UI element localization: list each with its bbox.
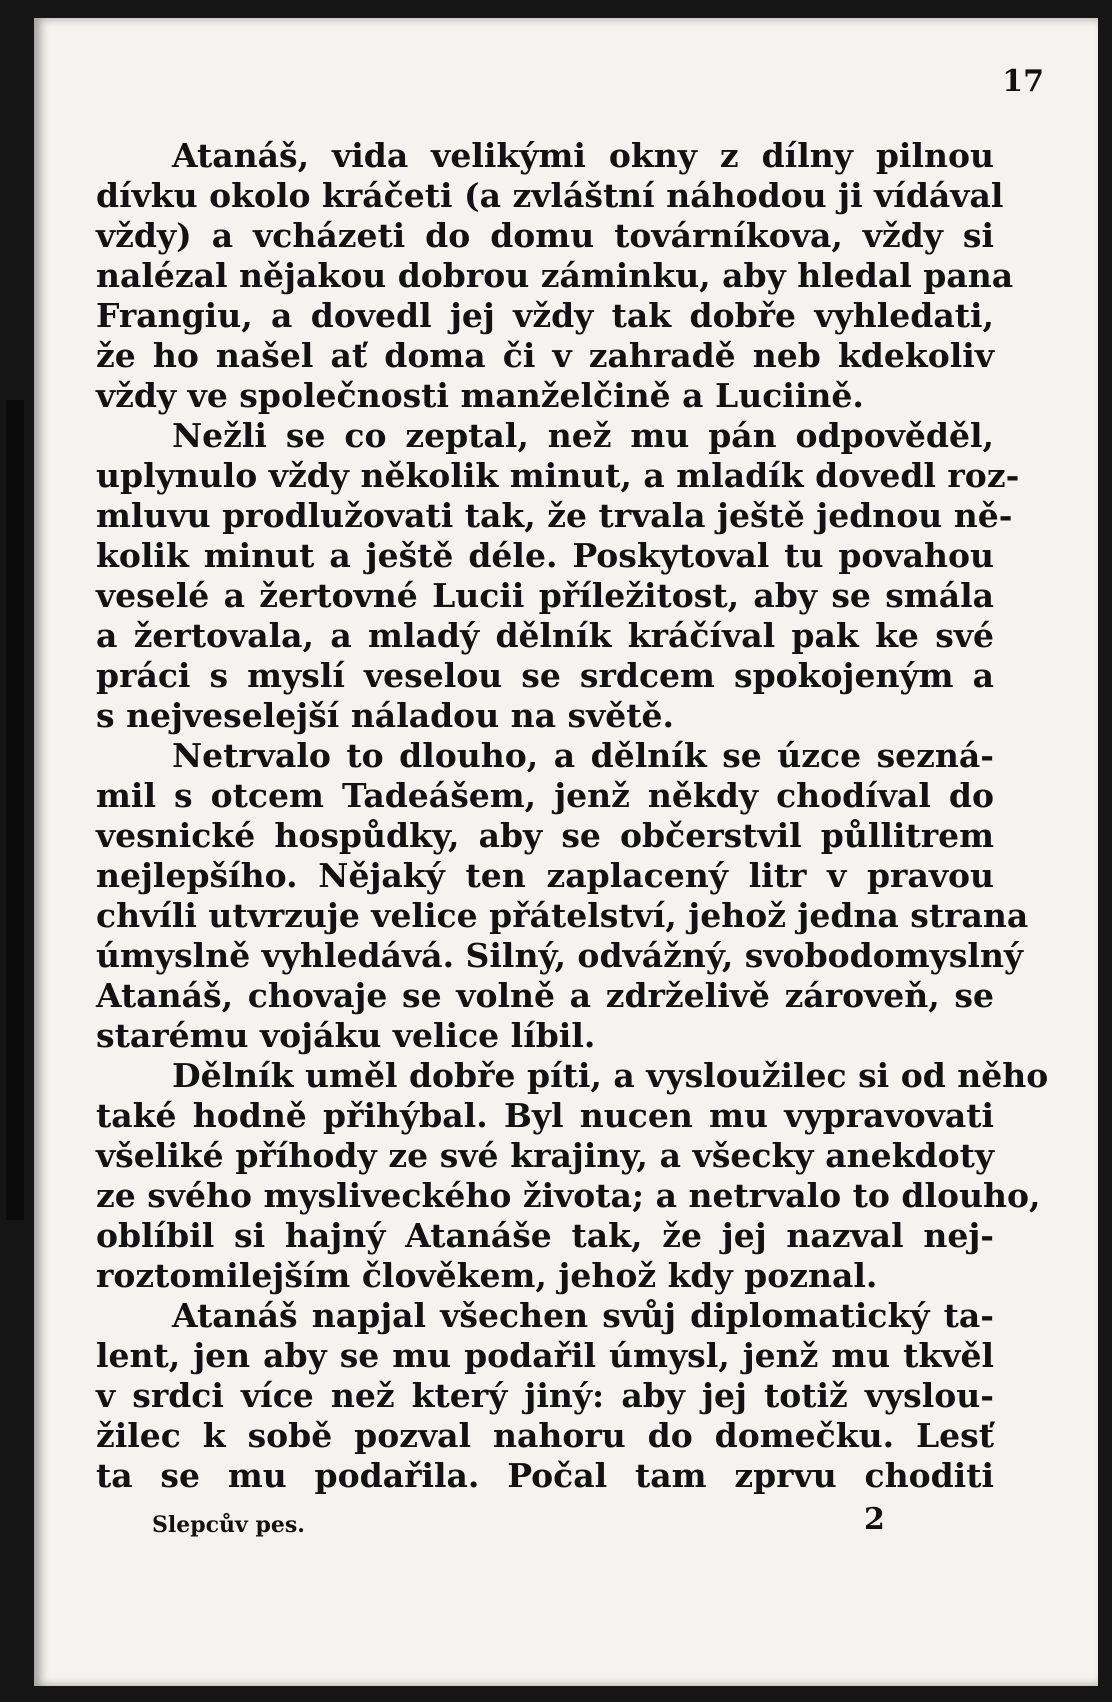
- text-line: Atanáš, chovaje se volně a zdrželivě zároveň, se: [96, 976, 994, 1015]
- text-line: že ho našel ať doma či v zahradě neb kdekoliv: [96, 336, 994, 375]
- text-line: s nejveselejší náladou na světě.: [96, 696, 675, 735]
- text-line: vždy ve společnosti manželčině a Luciině.: [96, 376, 864, 415]
- text-line: mil s otcem Tadeášem, jenž někdy chodíval do: [96, 776, 994, 815]
- text-line: starému vojáku velice líbil.: [96, 1016, 596, 1055]
- text-line: kolik minut a ještě déle. Poskytoval tu povahou: [96, 536, 994, 575]
- text-line: veselé a žertovné Lucii příležitost, aby se smála: [96, 576, 994, 615]
- text-line: Atanáš napjal všechen svůj diplomatický ta-: [172, 1296, 994, 1335]
- text-line: Nežli se co zeptal, než mu pán odpověděl,: [172, 416, 994, 455]
- text-line: Dělník uměl dobře píti, a vysloužilec si od něho: [172, 1056, 1049, 1095]
- text-line: roztomilejším člověkem, jehož kdy poznal.: [96, 1256, 878, 1295]
- text-line: chvíli utvrzuje velice přátelství, jehož jedna strana: [96, 896, 1029, 935]
- text-line: práci s myslí veselou se srdcem spokojeným a: [96, 656, 994, 695]
- text-line: dívku okolo kráčeti (a zvláštní náhodou ji vídával: [96, 176, 1004, 215]
- text-line: a žertovala, a mladý dělník kráčíval pak ke své: [96, 616, 994, 655]
- footer-sheet-number: 2: [864, 1502, 885, 1537]
- text-line: uplynulo vždy několik minut, a mladík dovedl roz-: [96, 456, 1020, 495]
- text-line: oblíbil si hajný Atanáše tak, že jej nazval nej-: [96, 1216, 994, 1255]
- text-line: v srdci více než který jiný: aby jej totiž vyslou-: [96, 1376, 994, 1415]
- text-line: Frangiu, a dovedl jej vždy tak dobře vyhledati,: [96, 296, 994, 335]
- footer-signature: Slepcův pes.: [152, 1512, 305, 1538]
- text-line: lent, jen aby se mu podařil úmysl, jenž mu tkvěl: [96, 1336, 994, 1375]
- text-line: Netrvalo to dlouho, a dělník se úzce sezná-: [172, 736, 994, 775]
- text-line: ta se mu podařila. Počal tam zprvu choditi: [96, 1456, 994, 1495]
- text-line: všeliké příhody ze své krajiny, a všecky anekdoty: [96, 1136, 994, 1175]
- binding-shadow: [6, 400, 24, 1220]
- text-line: nejlepšího. Nějaký ten zaplacený litr v pravou: [96, 856, 994, 895]
- text-line: nalézal nějakou dobrou záminku, aby hledal pana: [96, 256, 1014, 295]
- text-line: vesnické hospůdky, aby se občerstvil půllitrem: [96, 816, 994, 855]
- book-page: [34, 18, 1098, 1686]
- text-line: Atanáš, vida velikými okny z dílny pilnou: [172, 136, 994, 175]
- body-text: [96, 136, 1049, 1496]
- text-line: úmyslně vyhledává. Silný, odvážný, svobodomyslný: [96, 936, 1024, 975]
- text-line: vždy) a vcházeti do domu továrníkova, vždy si: [96, 216, 994, 255]
- text-line: žilec k sobě pozval nahoru do domečku. Lesť: [96, 1416, 994, 1455]
- text-line: mluvu prodlužovati tak, že trvala ještě jednou ně-: [96, 496, 1013, 535]
- page-number: 17: [1002, 64, 1044, 99]
- text-line: ze svého mysliveckého života; a netrvalo to dlouho,: [96, 1176, 1041, 1215]
- text-line: také hodně přihýbal. Byl nucen mu vypravovati: [96, 1096, 994, 1135]
